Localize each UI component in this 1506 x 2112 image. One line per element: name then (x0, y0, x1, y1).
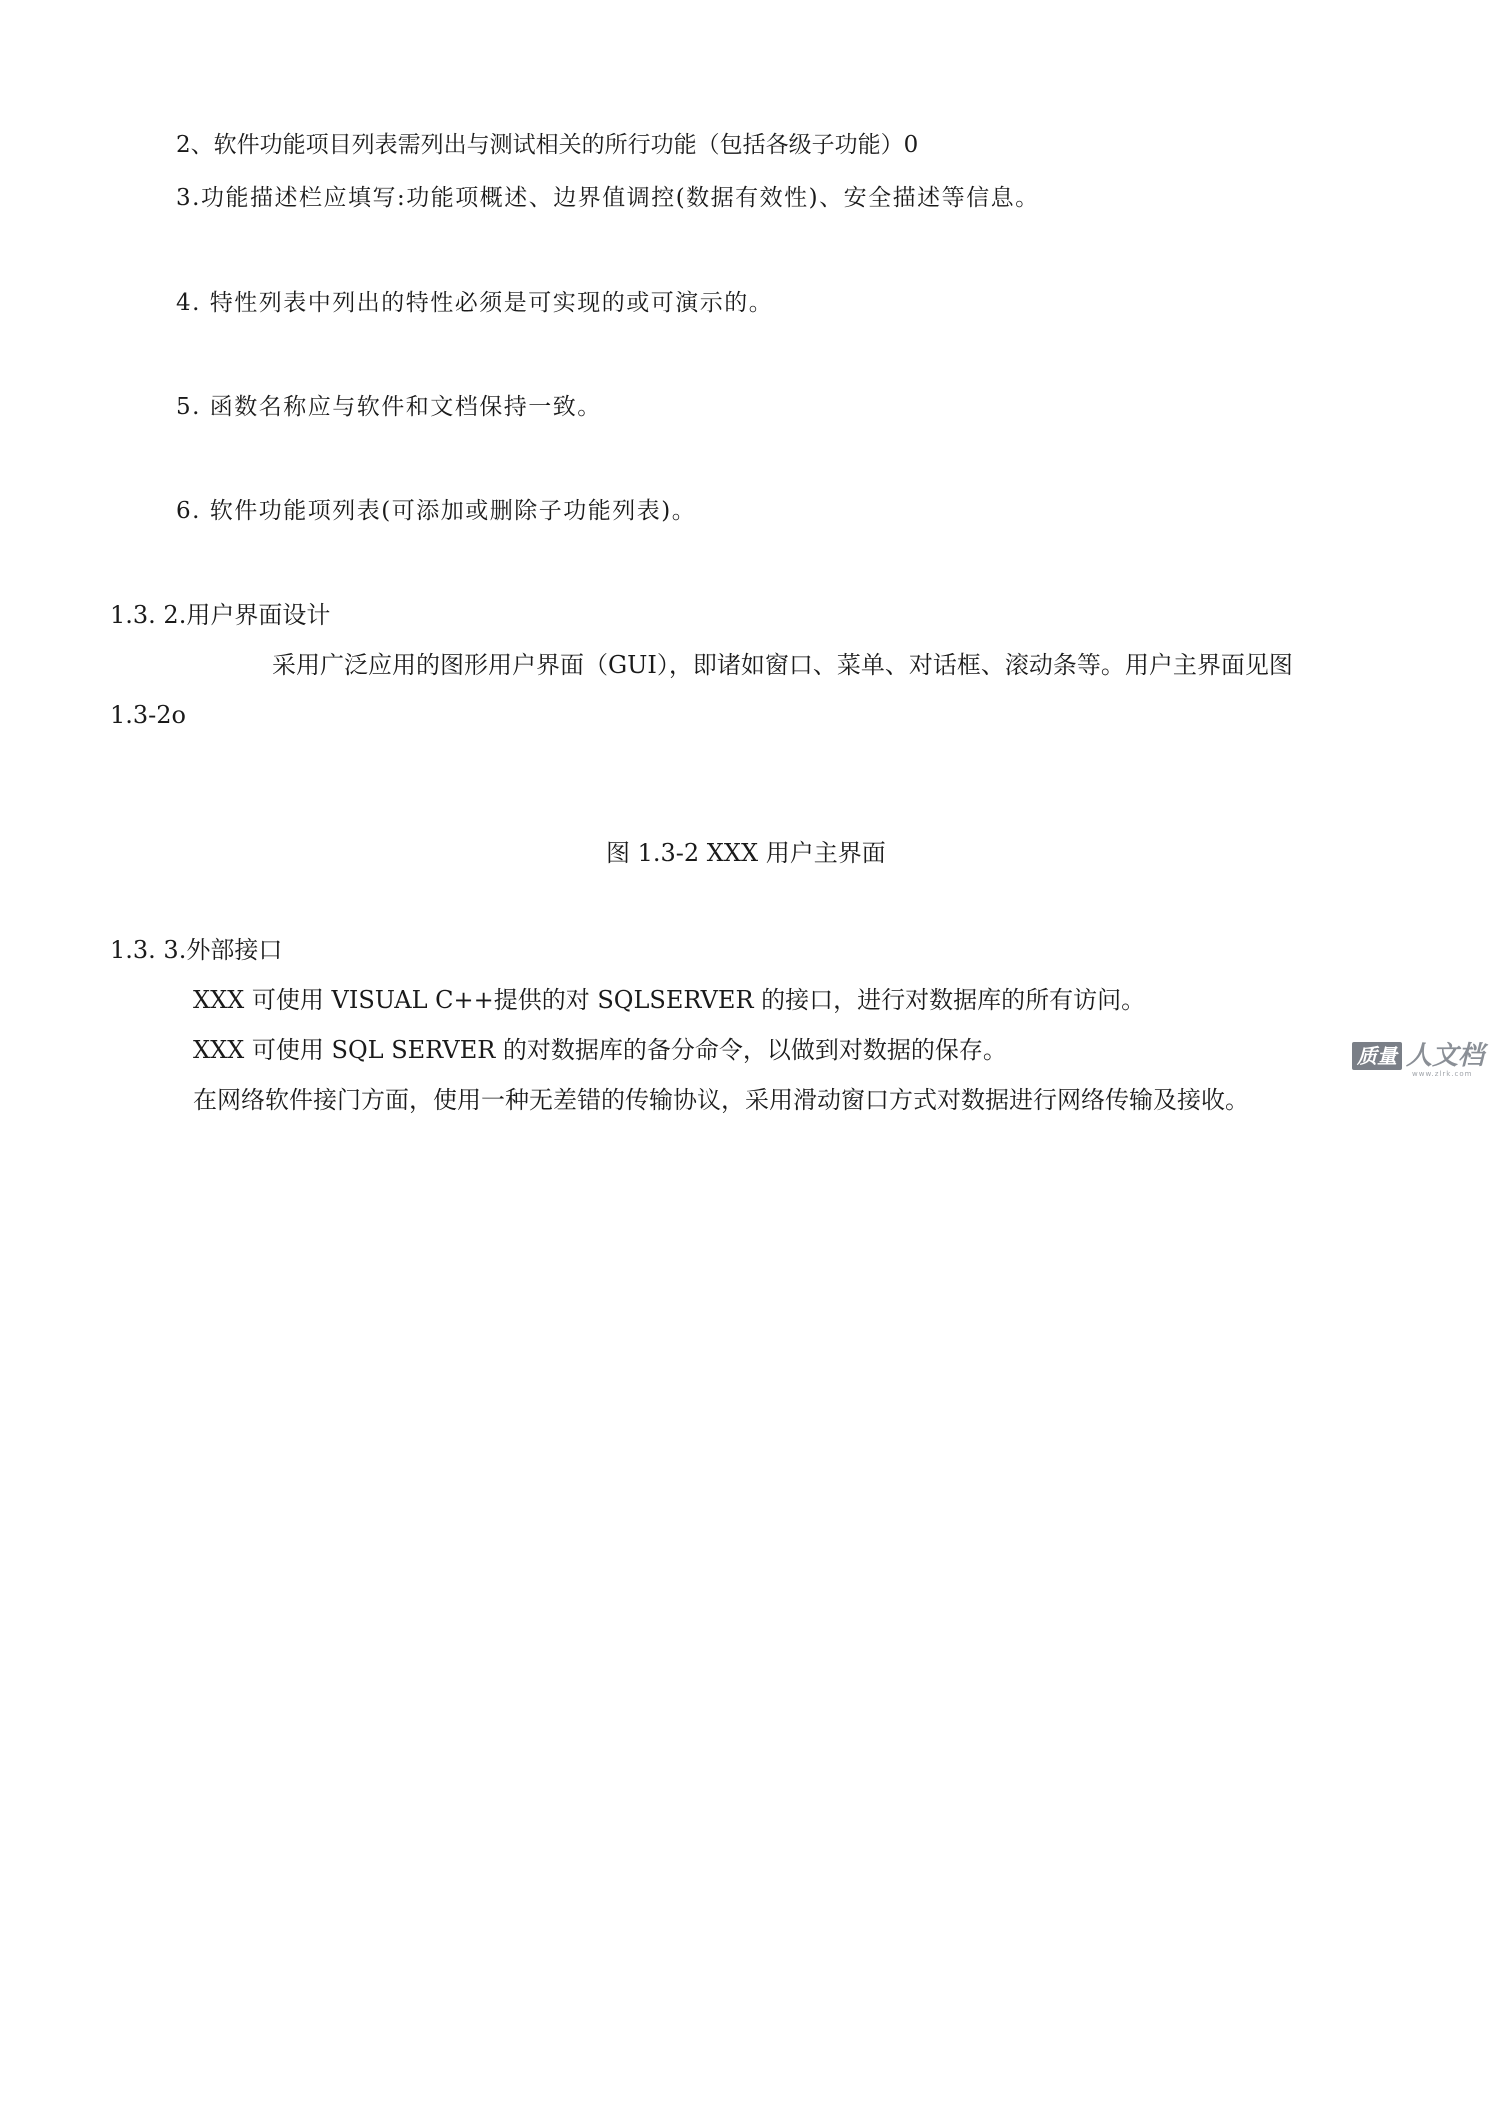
interface-item-3: 在网络软件接门方面，使用一种无差错的传输协议，采用滑动窗口方式对数据进行网络传输及接收。 (193, 1086, 1249, 1114)
section-heading-external-interface: 1.3. 3.外部接口 (110, 936, 283, 964)
note-3: 3.功能描述栏应填写:功能项概述、边界值调控(数据有效性)、安全描述等信息。 (176, 185, 1040, 211)
watermark-logo (1352, 1040, 1492, 1080)
interface-item-2: XXX 可使用 SQL SERVER 的对数据库的备分命令，以做到对数据的保存。 (193, 1036, 1007, 1064)
interface-item-1: XXX 可使用 VISUAL C++提供的对 SQLSERVER 的接口，进行对数据库的所有访问。 (193, 986, 1146, 1014)
paragraph-gui-line2: 1.3-2o (110, 701, 186, 729)
watermark-url: www.zlrk.com (1412, 1070, 1473, 1078)
watermark-text: 人文档 (1406, 1041, 1485, 1071)
figure-caption: 图 1.3-2 XXX 用户主界面 (606, 839, 886, 867)
watermark-badge: 质量 (1352, 1042, 1402, 1070)
section-heading-user-interface: 1.3. 2.用户界面设计 (110, 601, 331, 629)
note-2: 2、软件功能项目列表需列出与测试相关的所行功能（包括各级子功能）0 (176, 132, 919, 158)
note-6: 6. 软件功能项列表(可添加或删除子功能列表)。 (176, 498, 697, 524)
note-5: 5. 函数名称应与软件和文档保持一致。 (176, 394, 602, 420)
paragraph-gui-line1: 采用广泛应用的图形用户界面（GUI），即诸如窗口、菜单、对话框、滚动条等。用户主界面见图 (272, 651, 1293, 679)
note-4: 4. 特性列表中列出的特性必须是可实现的或可演示的。 (176, 290, 774, 316)
